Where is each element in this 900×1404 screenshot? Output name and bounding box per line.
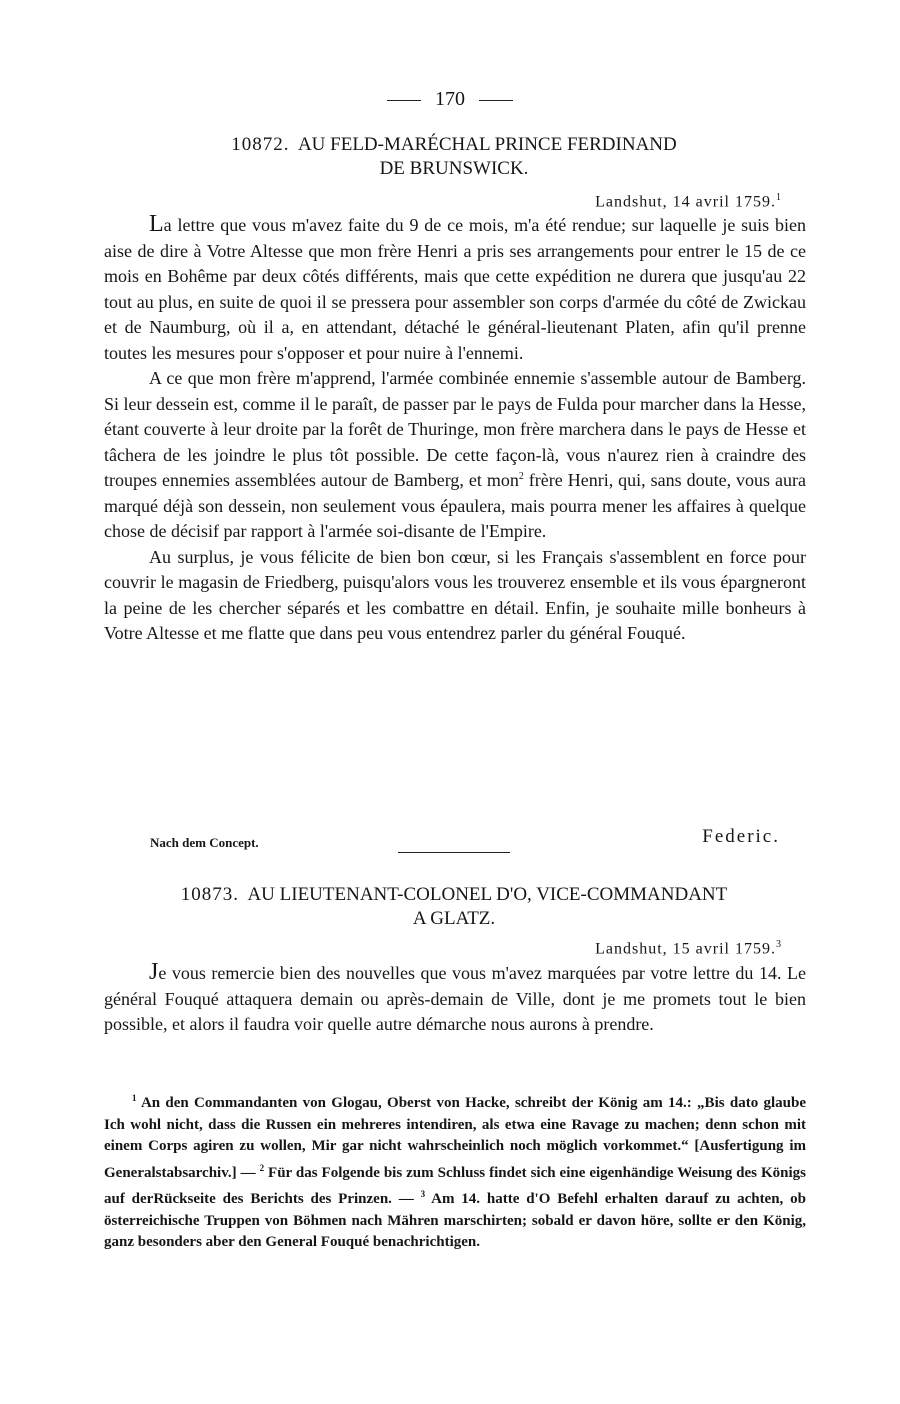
page-number: 170	[435, 88, 465, 110]
letter-title	[104, 883, 804, 931]
letter-body	[104, 960, 806, 1038]
letter-number: 10872.	[231, 134, 290, 155]
footnote-ref: 2	[518, 471, 524, 482]
footnote-ref: 3	[776, 939, 782, 950]
letter-addressee-cont: A GLATZ.	[412, 908, 496, 929]
letter-number: 10873.	[180, 884, 239, 905]
footnotes	[104, 1088, 806, 1254]
paragraph: A ce que mon frère m'apprend, l'armée combinée ennemie s'assemble autour de Bamberg. Si leur dessein est, comme il le paraît, de passer par le pays de Fulda pour marcher dans la Hesse, étant couverte à leur droite par la forêt de Thuringe, mon frère marchera dans le pays de Hesse et tâchera de les joindre le plus tôt possible. De cette façon-là, vous n'aurez rien à craindre des troupes ennemies assemblées autour de Bamberg, et mon$^2$ frère Henri, qui, sans doute, vous aura marqué déjà son dessein, non seulement vous épaulera, mais pourra mener les affaires à quelque chose de décisif par rapport à l'armée soi-disante de l'Empire.	[104, 368, 807, 541]
letter-addressee: AU FELD-MARÉCHAL PRINCE FERDINAND	[297, 134, 677, 155]
letter-dateline: Landshut, 14 avril 1759.$^1$	[595, 192, 782, 211]
footnote-ref: 1	[776, 192, 782, 203]
source-note: Nach dem Concept.	[150, 835, 259, 850]
letter-dateline: Landshut, 15 avril 1759.$^3$	[595, 939, 782, 958]
page-header	[0, 84, 900, 114]
paragraph: Je vous remercie bien des nouvelles que vous m'avez marquées par votre lettre du 14. Le général Fouqué attaquera demain ou après-demain de Ville, dont je me promets tout le bien possible, et alors il faudra voir quelle autre démarche nous aurons à prendre.	[104, 959, 806, 1034]
header-rule-right	[479, 100, 513, 101]
signature: Federic.	[702, 826, 780, 847]
letter-body	[104, 212, 806, 647]
letter-addressee-cont: DE BRUNSWICK.	[379, 158, 529, 179]
header-rule-left	[387, 100, 421, 101]
paragraph: La lettre que vous m'avez faite du 9 de ce mois, m'a été rendue; sur laquelle je suis bien aise de dire à Votre Altesse que mon frère Henri a pris ses arrangements pour entrer le 15 de ce mois en Bohême par deux côtés différents, mais que cette expédition ne durera que jusqu'au 22 tout au plus, en suite de quoi il se pressera pour assembler son corps d'armée du côté de Zwickau et de Naumburg, où il a, en attendant, détaché le général-lieutenant Platen, afin qu'il prenne toutes les mesures pour s'opposer et pour nuire à l'ennemi.	[104, 211, 806, 363]
separator-rule	[398, 852, 510, 853]
letter-addressee: AU LIEUTENANT-COLONEL D'O, VICE-COMMANDANT	[247, 884, 728, 905]
letter-title	[104, 133, 804, 181]
paragraph: Au surplus, je vous félicite de bien bon cœur, si les Français s'assemblent en force pour couvrir le magasin de Friedberg, puisqu'alors vous les trouverez ensemble et ils vous épargneront la peine de les chercher séparés et les combattre en détail. Enfin, je souhaite mille bonheurs à Votre Altesse et me flatte que dans peu vous entendrez parler du général Fouqué.	[104, 546, 806, 643]
footnote: $^1$ An den Commandanten von Glogau, Oberst von Hacke, schreibt der König am 14.: „Bis dato glaube Ich wohl nicht, dass die Russen ein mehreres intendiren, als etwa eine Ravage zu machen; denn schon mit einem Corps agiren zu wollen, Mir gar nicht wahrscheinlich noch möglich vorkommet.“ [Ausfertigung im Generalstabsarchiv.] — $^2$ Für das Folgende bis zum Schluss findet sich eine eigenhändige Weisung des Königs auf derRückseite des Berichts des Prinzen. — $^3$ Am 14. hatte d'O Befehl erhalten darauf zu achten, ob österreichische Truppen von Böhmen nach Mähren marschirten; sobald er davon höre, sollte er den König, ganz besonders aber den General Fouqué benachrichtigen.	[104, 1093, 807, 1250]
